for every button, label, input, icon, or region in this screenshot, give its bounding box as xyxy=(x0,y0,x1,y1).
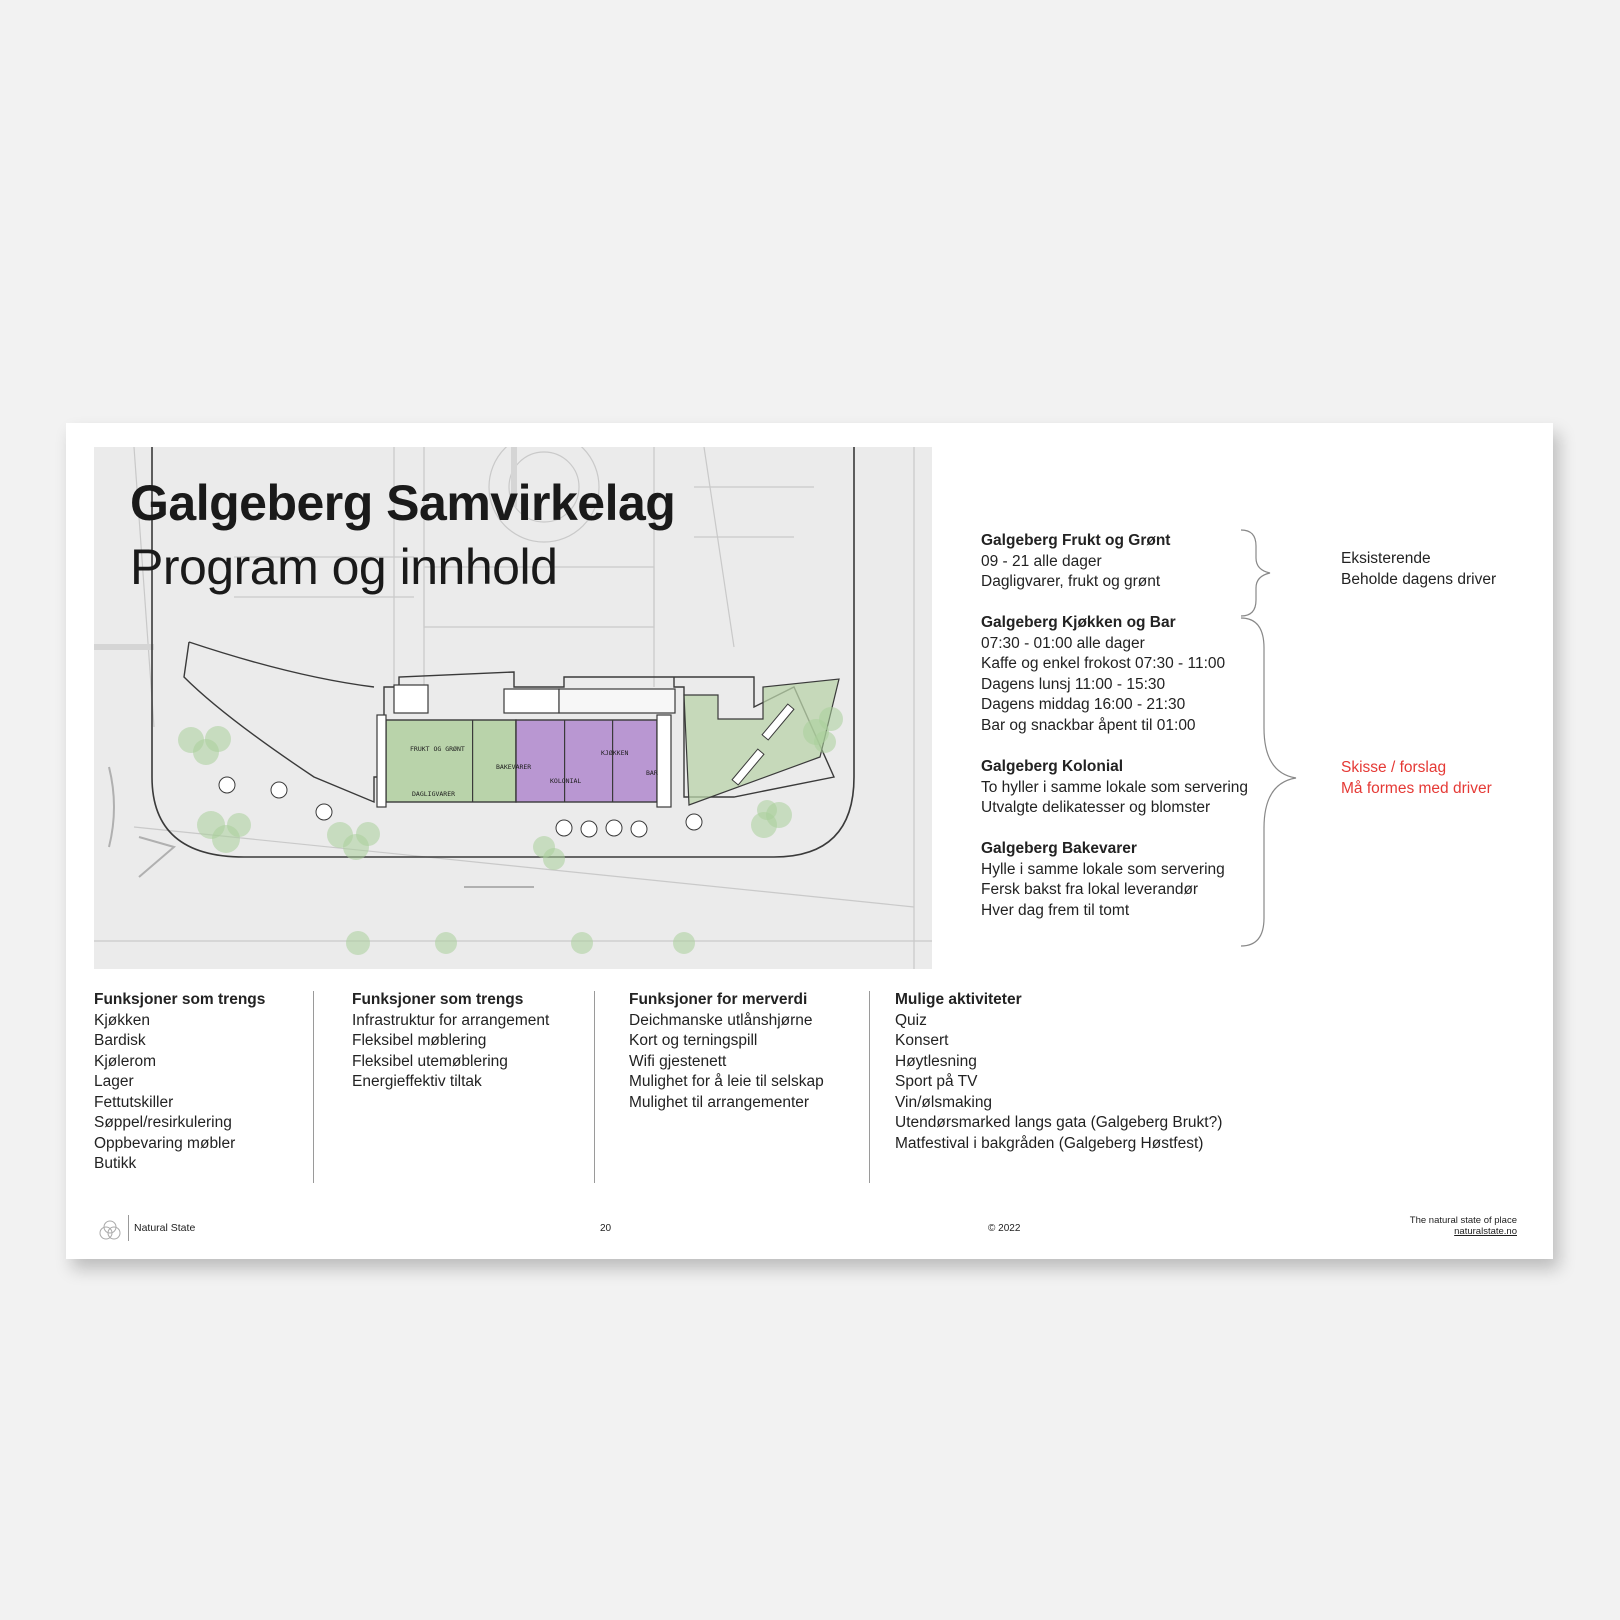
service-kolonial xyxy=(981,757,1248,819)
list-item: Konsert xyxy=(895,1032,949,1049)
slide-title: Galgeberg Samvirkelag xyxy=(130,475,676,531)
slide-subtitle: Program og innhold xyxy=(130,539,558,595)
service-heading: Galgeberg Kolonial xyxy=(981,758,1124,775)
column-added-value xyxy=(629,990,824,1113)
footer-right xyxy=(1410,1215,1517,1237)
service-line: 07:30 - 01:00 alle dager xyxy=(981,634,1145,652)
service-heading: Galgeberg Bakevarer xyxy=(981,840,1137,857)
list-item: Fettutskiller xyxy=(94,1093,174,1111)
list-item: Deichmanske utlånshjørne xyxy=(629,1011,813,1029)
list-item: Wifi gjestenett xyxy=(629,1052,727,1070)
list-item: Lager xyxy=(94,1073,134,1090)
list-item: Infrastruktur for arrangement xyxy=(352,1011,550,1029)
page-number: 20 xyxy=(600,1223,612,1234)
list-item: Fleksibel utemøblering xyxy=(352,1052,508,1070)
service-line: 09 - 21 alle dager xyxy=(981,552,1102,570)
list-item: Mulighet til arrangementer xyxy=(629,1093,810,1111)
footer-brand: Natural State xyxy=(134,1222,196,1234)
note-line: Skisse / forslag xyxy=(1341,759,1447,776)
service-frukt xyxy=(981,531,1170,593)
list-item: Fleksibel møblering xyxy=(352,1032,487,1049)
slide-page xyxy=(66,423,1553,1259)
service-line: Hver dag frem til tomt xyxy=(981,901,1130,919)
plan-label-bar: BAR xyxy=(646,769,658,777)
plan-label-kjokken: KJØKKEN xyxy=(601,749,629,757)
service-line: Kaffe og enkel frokost 07:30 - 11:00 xyxy=(981,655,1226,672)
list-item: Høytlesning xyxy=(895,1052,977,1070)
plan-label-kolonial: KOLONIAL xyxy=(550,777,582,785)
column-heading: Mulige aktiviteter xyxy=(895,991,1022,1008)
service-heading: Galgeberg Frukt og Grønt xyxy=(981,532,1171,549)
column-functions-needed-2 xyxy=(352,990,549,1093)
list-item: Vin/ølsmaking xyxy=(895,1093,993,1111)
list-item: Kjøkken xyxy=(94,1011,150,1029)
service-line: Dagens lunsj 11:00 - 15:30 xyxy=(981,675,1166,693)
service-bakevarer xyxy=(981,839,1225,921)
service-heading: Galgeberg Kjøkken og Bar xyxy=(981,614,1176,631)
service-kjokken xyxy=(981,613,1225,736)
footer-separator xyxy=(128,1215,129,1241)
site-plan-image xyxy=(94,447,932,969)
note-proposal xyxy=(1341,758,1492,799)
service-line: Bar og snackbar åpent til 01:00 xyxy=(981,716,1196,734)
column-activities xyxy=(895,990,1222,1154)
list-item: Søppel/resirkulering xyxy=(94,1114,232,1131)
column-functions-needed-1 xyxy=(94,990,265,1175)
footer-tagline: The natural state of place xyxy=(1409,1215,1517,1226)
list-item: Utendørsmarked langs gata (Galgeberg Brukt?) xyxy=(895,1114,1223,1131)
service-line: To hyller i samme lokale som servering xyxy=(981,778,1249,796)
list-item: Kort og terningspill xyxy=(629,1032,758,1049)
plan-label-bakevarer: BAKEVARER xyxy=(496,763,532,771)
column-heading: Funksjoner som trengs xyxy=(352,991,524,1008)
title-block xyxy=(130,471,675,599)
note-line: Eksisterende xyxy=(1341,550,1431,567)
plan-label-frukt: FRUKT OG GRØNT xyxy=(410,745,465,753)
list-item: Kjølerom xyxy=(94,1052,157,1070)
list-item: Matfestival i bakgråden (Galgeberg Høstfest) xyxy=(895,1134,1204,1152)
note-line: Må formes med driver xyxy=(1341,779,1492,797)
list-item: Energieffektiv tiltak xyxy=(352,1073,482,1090)
column-divider xyxy=(869,991,870,1183)
list-item: Oppbevaring møbler xyxy=(94,1134,236,1152)
service-line: Utvalgte delikatesser og blomster xyxy=(981,799,1211,816)
footer-copyright: © 2022 xyxy=(988,1223,1021,1234)
natural-state-logo-icon xyxy=(98,1219,122,1241)
column-heading: Funksjoner for merverdi xyxy=(629,991,808,1008)
service-line: Dagligvarer, frukt og grønt xyxy=(981,573,1161,590)
service-line: Hylle i samme lokale som servering xyxy=(981,860,1225,878)
grouping-braces xyxy=(1236,528,1306,948)
list-item: Sport på TV xyxy=(895,1073,978,1090)
service-line: Dagens middag 16:00 - 21:30 xyxy=(981,696,1186,713)
footer-url-link[interactable]: naturalstate.no xyxy=(1454,1226,1517,1237)
plan-label-dagligvarer: DAGLIGVARER xyxy=(412,790,456,798)
column-divider xyxy=(313,991,314,1183)
note-line: Beholde dagens driver xyxy=(1341,570,1497,588)
list-item: Mulighet for å leie til selskap xyxy=(629,1073,824,1090)
list-item: Quiz xyxy=(895,1011,927,1029)
list-item: Bardisk xyxy=(94,1032,146,1049)
column-divider xyxy=(594,991,595,1183)
column-heading: Funksjoner som trengs xyxy=(94,991,266,1008)
list-item: Butikk xyxy=(94,1155,137,1172)
service-line: Fersk bakst fra lokal leverandør xyxy=(981,881,1199,898)
note-existing xyxy=(1341,549,1496,590)
